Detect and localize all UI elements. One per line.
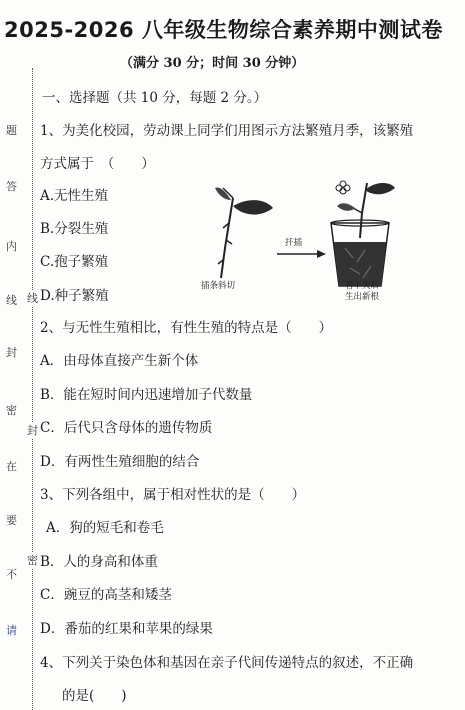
binding-line-char: 封 <box>27 424 38 437</box>
arrow-head-icon <box>317 250 326 258</box>
question-4-stem: 4、下列关于染色体和基因在亲子代间传递特点的叙述，不正确 <box>40 655 414 671</box>
question-1-option-b: B.分裂生殖 <box>40 221 109 237</box>
figure-label-roots-2: 生出新根 <box>345 292 380 302</box>
binding-dotted-line <box>32 68 33 710</box>
binding-line-char: 密 <box>27 554 38 567</box>
question-1-stem-cont: 方式属于 （ ） <box>40 156 155 172</box>
question-1-option-a: A.无性生殖 <box>40 188 109 204</box>
binding-char: 要 <box>6 514 17 527</box>
question-3-stem: 3、下列各组中，属于相对性状的是（ ） <box>40 487 306 503</box>
binding-char: 线 <box>6 294 17 307</box>
binding-margin <box>0 70 40 710</box>
question-2-option-d: D．有两性生殖细胞的结合 <box>40 454 200 470</box>
question-2-option-b: B．能在短时间内迅速增加子代数量 <box>40 387 253 403</box>
cutting-illustration <box>195 178 445 308</box>
figure-label-roots-1: 若干天后 <box>345 281 380 291</box>
question-2-option-a: A．由母体直接产生新个体 <box>40 353 199 369</box>
page-title: 2025-2026 八年级生物综合素养期中测试卷 <box>4 18 443 42</box>
stem-cutting-drawing <box>218 188 233 278</box>
flower-icon <box>336 181 350 194</box>
question-1-option-c: C.孢子繁殖 <box>40 254 109 270</box>
question-1-option-d: D.种子繁殖 <box>40 288 109 304</box>
binding-char: 封 <box>6 346 17 359</box>
binding-char: 密 <box>6 404 17 417</box>
question-3-option-a: A．狗的短毛和卷毛 <box>46 520 164 536</box>
binding-char: 请 <box>6 624 17 637</box>
binding-char: 在 <box>6 460 17 473</box>
section-heading: 一、选择题（共 10 分，每题 2 分。） <box>42 90 268 106</box>
binding-char: 不 <box>6 568 17 581</box>
binding-char: 内 <box>6 240 17 253</box>
question-3-option-d: D．番茄的红果和苹果的绿果 <box>40 621 213 637</box>
binding-char: 答 <box>6 180 17 193</box>
binding-char: 题 <box>6 124 17 137</box>
figure-label-arrow: 扦插 <box>285 238 303 248</box>
binding-line-char: 线 <box>27 292 38 305</box>
figure-label-cutting: 插条斜切 <box>201 281 236 291</box>
question-1-stem: 1、为美化校园，劳动课上同学们用图示方法繁殖月季，该繁殖 <box>40 123 414 139</box>
question-4-stem-cont: 的是( ) <box>62 688 127 704</box>
question-3-option-c: C．豌豆的高茎和矮茎 <box>40 587 172 603</box>
question-2-option-c: C．后代只含母体的遗传物质 <box>40 420 213 436</box>
question-3-option-b: B．人的身高和体重 <box>40 554 158 570</box>
question-2-stem: 2、与无性生殖相比，有性生殖的特点是（ ） <box>40 320 333 336</box>
page-subtitle: （满分 30 分；时间 30 分钟） <box>120 56 305 71</box>
